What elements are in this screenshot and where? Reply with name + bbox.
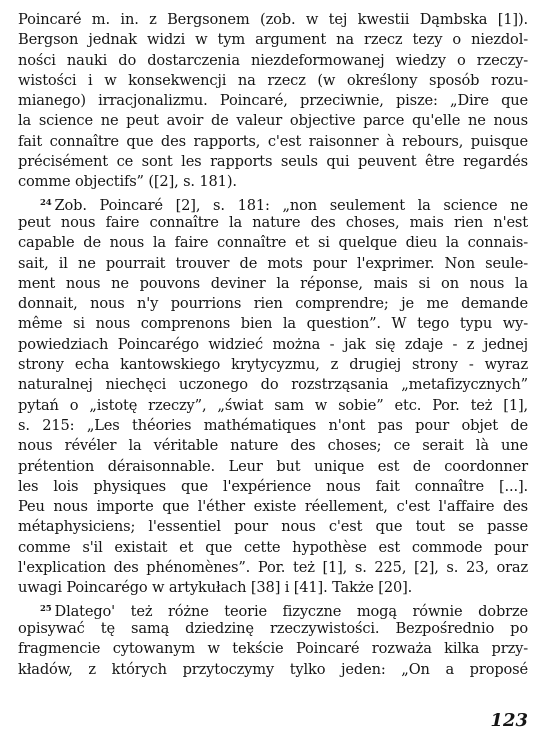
text-line: même si nous comprenons bien la question”. W tego typu wy- <box>18 315 528 333</box>
text-line: kładów, z których przytoczymy tylko jeden: „On a proposé <box>18 660 528 678</box>
footnote-25-first-line <box>18 599 528 619</box>
text-line: Zob. Poincaré [2], s. 181: „non seulement la science ne <box>54 196 528 214</box>
text-line: strony echa kantowskiego krytycyzmu, z drugiej strony - wyraz <box>18 356 528 374</box>
text-line: pytań o „istotę rzeczy”, „świat sam w sobie” etc. Por. też [1], <box>18 396 528 414</box>
text-line: prétention déraisonnable. Leur but unique est de coordonner <box>18 457 528 475</box>
text-line: mianego) irracjonalizmu. Poincaré, przeciwnie, pisze: „Dire que <box>18 92 528 110</box>
footnote-24-first-line <box>18 193 528 213</box>
text-line: métaphysiciens; l'essentiel pour nous c'est que tout se passe <box>18 518 528 536</box>
text-line: nous révéler la véritable nature des choses; ce serait là une <box>18 437 528 455</box>
footnotes-text <box>18 10 528 680</box>
text-line: donnait, nous n'y pourrions rien comprendre; je me demande <box>18 295 528 313</box>
text-line: Peu nous importe que l'éther existe réellement, c'est l'affaire des <box>18 498 528 516</box>
text-line: opisywać tę samą dziedzinę rzeczywistości. Bezpośrednio po <box>18 619 528 637</box>
text-line: uwagi Poincarégo w artykułach [38] i [41]. Także [20]. <box>18 579 413 597</box>
text-line: Bergson jednak widzi w tym argument na rzecz tezy o niezdol- <box>18 31 528 49</box>
text-line: ności nauki do dostarczenia niezdeformowanej wiedzy o rzeczy- <box>18 51 528 69</box>
text-line: sait, il ne pourrait trouver de mots pour l'exprimer. Non seule- <box>18 254 528 272</box>
text-line: Dlatego' też różne teorie fizyczne mogą równie dobrze <box>54 602 528 620</box>
text-line: comme objectifs” ([2], s. 181). <box>18 173 237 191</box>
text-line: ment nous ne pouvons deviner la réponse, mais si on nous la <box>18 274 528 292</box>
page-number: 123 <box>490 710 528 731</box>
text-line: fait connaître que des rapports, c'est raisonner à rebours, puisque <box>18 132 528 150</box>
text-line: précisément ce sont les rapports seuls qui peuvent être regardés <box>18 153 528 171</box>
text-line: la science ne peut avoir de valeur objective parce qu'elle ne nous <box>18 112 528 130</box>
text-line: naturalnej niechęci uczonego do rozstrząsania „metafizycznych” <box>18 376 528 394</box>
text-line: les lois physiques que l'expérience nous fait connaître [...]. <box>18 477 528 495</box>
text-line: l'explication des phénomènes”. Por. też [1], s. 225, [2], s. 23, oraz <box>18 559 528 577</box>
text-line: Poincaré m. in. z Bergsonem (zob. w tej kwestii Dąmbska [1]). <box>18 11 528 28</box>
text-line: capable de nous la faire connaître et si quelque dieu la connais- <box>18 234 528 252</box>
text-line: s. 215: „Les théories mathématiques n'ont pas pour objet de <box>18 416 528 434</box>
text-line: powiedziach Poincarégo widzieć można - jak się zdaje - z jednej <box>18 335 528 353</box>
footnote-marker: 25 <box>40 603 52 614</box>
text-line: comme s'il existait et que cette hypothèse est commode pour <box>18 538 528 556</box>
text-line: wistości i w konsekwencji na rzecz (w określony sposób rozu- <box>18 71 528 89</box>
footnote-marker: 24 <box>40 197 52 208</box>
text-line: peut nous faire connaître la nature des choses, mais rien n'est <box>18 213 528 231</box>
text-line: fragmencie cytowanym w tekście Poincaré rozważa kilka przy- <box>18 640 528 658</box>
